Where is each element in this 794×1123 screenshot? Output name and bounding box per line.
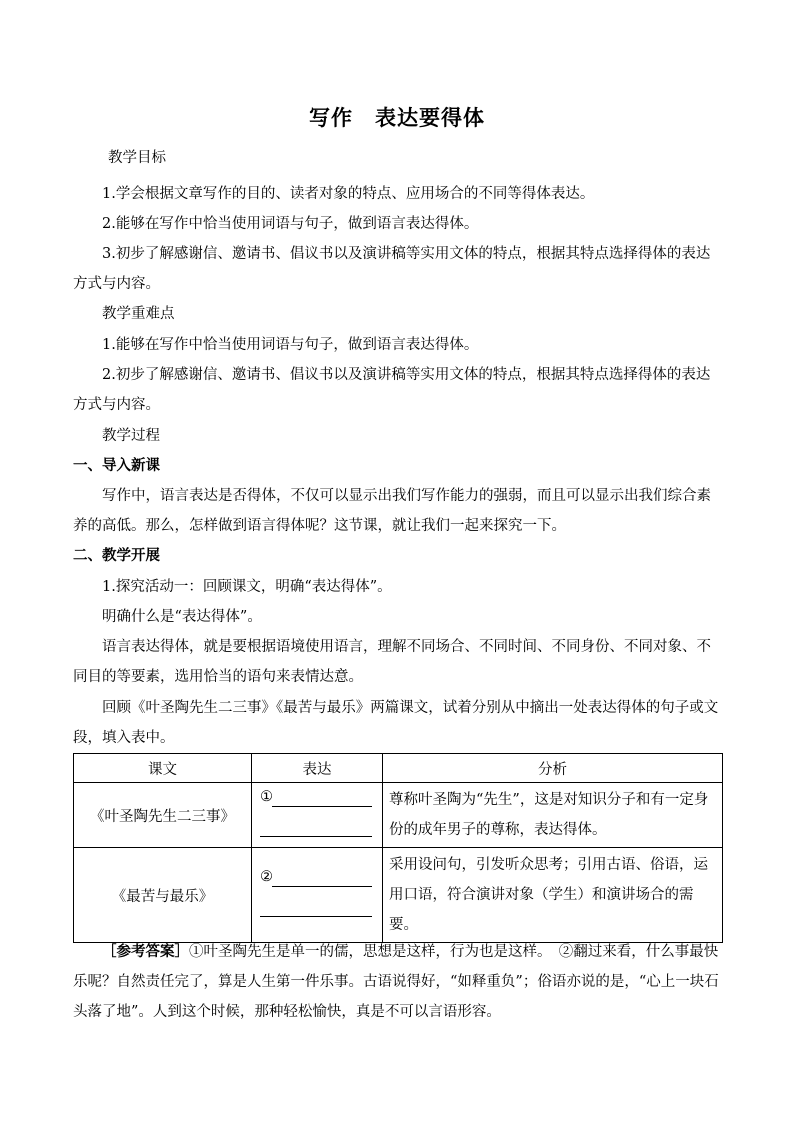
table-cell-blank: [252, 848, 383, 943]
answer-blank[interactable]: [258, 815, 376, 845]
review-task-text: 回顾《叶圣陶先生二三事》《最苦与最乐》两篇课文，试着分别从中摘出一处表达得体的句子或文段，填入表中。: [73, 700, 719, 746]
blank-number: ①: [260, 789, 273, 805]
key-heading: 教学重难点: [102, 306, 175, 322]
page-title: 写作 表达要得体: [309, 105, 485, 130]
section1-text: 写作中，语言表达是否得体，不仅可以显示出我们写作能力的强弱，而且可以显示出我们综合素养的高低。那么，怎样做到语言得体呢？这节课，就让我们一起来探究一下。: [73, 488, 711, 534]
table-header-row: [74, 754, 723, 783]
answer-tag: ［参考答案］: [102, 943, 189, 960]
section2-heading: 二、教学开展: [73, 547, 160, 564]
table-row: [74, 783, 723, 848]
table-row: [74, 848, 723, 943]
table-header-cell: 表达: [252, 754, 383, 783]
reference-answer: [73, 937, 723, 1027]
answer-blank[interactable]: [258, 785, 376, 815]
answer-text: ①叶圣陶先生是单一的儒，思想是这样，行为也是这样。 ②翻过来看，什么事最快乐呢？自然责任完了，算是人生第一件乐事。古语说得好，“如释重负”；俗语亦说的是，“心上一块石头落了地”。人到这个时候，那种轻松愉快，真是不可以言语形容。: [73, 944, 719, 1020]
goal-item-3: 3.初步了解感谢信、邀请书、倡议书以及演讲稿等实用文体的特点，根据其特点选择得体的表达方式与内容。: [73, 246, 711, 292]
key-point-2: 2.初步了解感谢信、邀请书、倡议书以及演讲稿等实用文体的特点，根据其特点选择得体的表达方式与内容。: [73, 367, 711, 413]
goal-item-1: 1.学会根据文章写作的目的、读者对象的特点、应用场合的不同等得体表达。: [102, 186, 595, 202]
table-header-cell: 课文: [74, 754, 252, 783]
blank-number: ②: [260, 869, 273, 885]
key-point-1: 1.能够在写作中恰当使用词语与句子，做到语言表达得体。: [102, 337, 479, 353]
section1-heading: 一、导入新课: [73, 457, 160, 474]
table-header-cell: 分析: [383, 754, 723, 783]
table-cell-analysis: 采用设问句，引发听众思考；引用古语、俗语，运用口语，符合演讲对象（学生）和演讲场合的需要。: [383, 848, 723, 943]
answer-blank[interactable]: [258, 865, 376, 895]
goal-item-2: 2.能够在写作中恰当使用词语与句子，做到语言表达得体。: [102, 216, 479, 232]
comparison-table: [73, 753, 723, 943]
activity1-text: 1.探究活动一：回顾课文，明确“表达得体”。: [102, 579, 392, 595]
table-cell-analysis: 尊称叶圣陶为“先生”，这是对知识分子和有一定身份的成年男子的尊称，表达得体。: [383, 783, 723, 848]
goals-heading: 教学目标: [108, 150, 166, 166]
answer-blank[interactable]: [258, 895, 376, 925]
table-cell-blank: [252, 783, 383, 848]
table-cell-text: 《叶圣陶先生二三事》: [74, 783, 252, 848]
process-heading: 教学过程: [102, 428, 160, 444]
definition-text: 语言表达得体，就是要根据语境使用语言，理解不同场合、不同时间、不同身份、不同对象、不同目的等要素，选用恰当的语句来表情达意。: [73, 639, 711, 685]
table-cell-text: 《最苦与最乐》: [74, 848, 252, 943]
clarify-text: 明确什么是“表达得体”。: [102, 609, 262, 625]
